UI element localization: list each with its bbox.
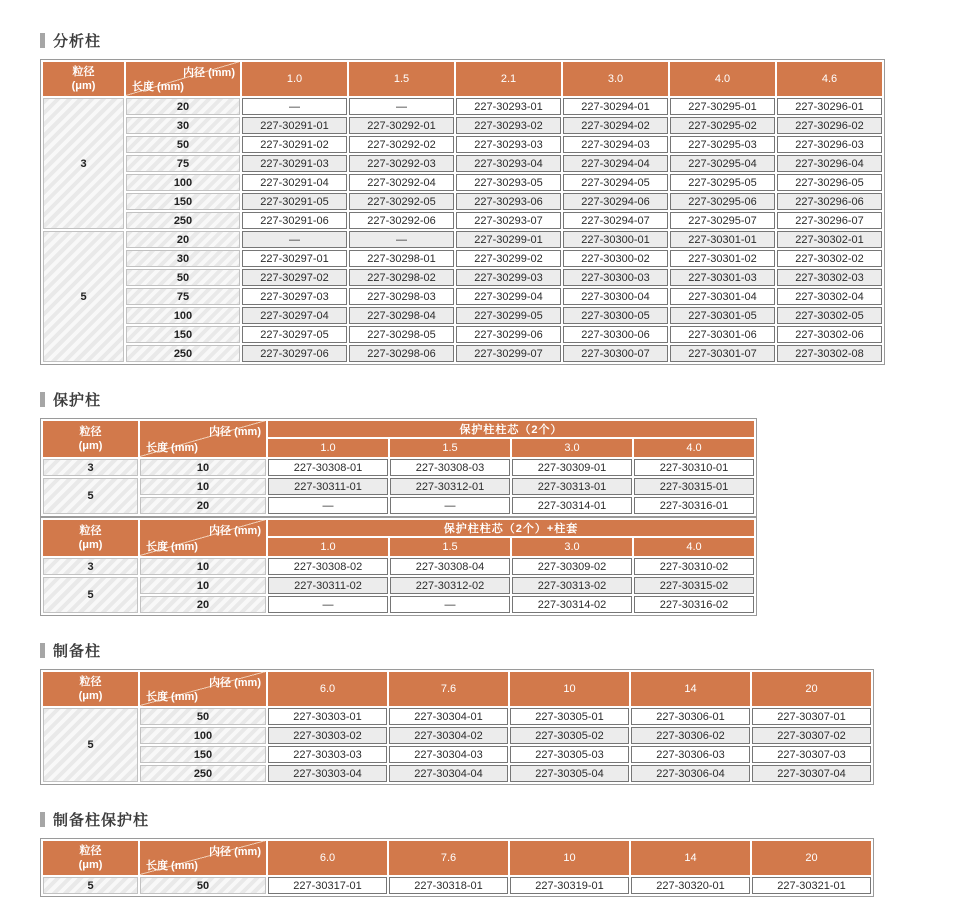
table-row bbox=[43, 497, 754, 514]
part-number-cell: 227-30291-02 bbox=[242, 136, 347, 153]
section-guard-columns bbox=[40, 389, 960, 616]
particle-size-cell: 5 bbox=[43, 478, 138, 514]
table-row bbox=[43, 478, 754, 495]
particle-size-cell: 5 bbox=[43, 877, 138, 894]
part-number-cell: 227-30298-01 bbox=[349, 250, 454, 267]
length-cell: 10 bbox=[140, 478, 266, 495]
section-title-bar-icon bbox=[40, 392, 45, 407]
part-number-cell: 227-30294-03 bbox=[563, 136, 668, 153]
table-header bbox=[43, 62, 882, 96]
particle-size-unit: (μm) bbox=[78, 539, 103, 551]
empty-cell: — bbox=[349, 231, 454, 248]
table-row bbox=[43, 746, 871, 763]
part-number-cell: 227-30310-01 bbox=[634, 459, 754, 476]
part-number-cell: 227-30291-01 bbox=[242, 117, 347, 134]
part-number-cell: 227-30304-01 bbox=[389, 708, 508, 725]
part-number-cell: 227-30299-02 bbox=[456, 250, 561, 267]
part-number-cell: 227-30297-03 bbox=[242, 288, 347, 305]
particle-size-header bbox=[43, 841, 138, 875]
part-number-cell: 227-30315-02 bbox=[634, 577, 754, 594]
part-number-cell: 227-30292-06 bbox=[349, 212, 454, 229]
table-row bbox=[43, 117, 882, 134]
table-row bbox=[43, 193, 882, 210]
part-number-cell: 227-30316-02 bbox=[634, 596, 754, 613]
part-number-cell: 227-30302-03 bbox=[777, 269, 882, 286]
catalog-page bbox=[40, 30, 960, 897]
table-row bbox=[43, 577, 754, 594]
section-analytical-columns bbox=[40, 30, 960, 365]
part-number-cell: 227-30296-02 bbox=[777, 117, 882, 134]
particle-size-cell: 3 bbox=[43, 459, 138, 476]
part-number-cell: 227-30305-02 bbox=[510, 727, 629, 744]
section-title-text: 制备柱 bbox=[53, 642, 102, 660]
part-number-cell: 227-30307-01 bbox=[752, 708, 871, 725]
length-label: 长度 (mm) bbox=[132, 81, 184, 93]
part-number-cell: 227-30292-05 bbox=[349, 193, 454, 210]
diagonal-header-cell bbox=[140, 841, 266, 875]
table-row bbox=[43, 212, 882, 229]
length-cell: 150 bbox=[126, 193, 240, 210]
part-number-cell: 227-30295-01 bbox=[670, 98, 775, 115]
inner-diameter-value-header: 3.0 bbox=[512, 439, 632, 457]
inner-diameter-value-header: 20 bbox=[752, 841, 871, 875]
table-body bbox=[43, 558, 754, 613]
length-cell: 75 bbox=[126, 288, 240, 305]
part-number-cell: 227-30302-08 bbox=[777, 345, 882, 362]
particle-size-label: 粒径 bbox=[79, 524, 102, 537]
particle-size-unit: (μm) bbox=[78, 690, 103, 702]
part-number-cell: 227-30306-02 bbox=[631, 727, 750, 744]
particle-size-header bbox=[43, 672, 138, 706]
length-cell: 50 bbox=[126, 269, 240, 286]
table-row bbox=[43, 288, 882, 305]
section-title-bar-icon bbox=[40, 643, 45, 658]
diagonal-header-cell bbox=[126, 62, 240, 96]
section-preparative-guard-columns bbox=[40, 809, 960, 897]
part-number-cell: 227-30294-02 bbox=[563, 117, 668, 134]
part-number-cell: 227-30293-06 bbox=[456, 193, 561, 210]
particle-size-label: 粒径 bbox=[79, 844, 102, 857]
part-number-cell: 227-30299-07 bbox=[456, 345, 561, 362]
table-row bbox=[43, 345, 882, 362]
parts-table bbox=[40, 838, 874, 897]
part-number-cell: 227-30306-04 bbox=[631, 765, 750, 782]
part-number-cell: 227-30300-03 bbox=[563, 269, 668, 286]
part-number-cell: 227-30314-01 bbox=[512, 497, 632, 514]
part-number-cell: 227-30296-04 bbox=[777, 155, 882, 172]
part-number-cell: 227-30301-07 bbox=[670, 345, 775, 362]
section-title-bar-icon bbox=[40, 812, 45, 827]
inner-diameter-value-header: 1.0 bbox=[242, 62, 347, 96]
header-row bbox=[43, 841, 871, 875]
inner-diameter-label: 内径 (mm) bbox=[183, 67, 235, 79]
length-cell: 250 bbox=[140, 765, 266, 782]
part-number-cell: 227-30301-03 bbox=[670, 269, 775, 286]
part-number-cell: 227-30302-02 bbox=[777, 250, 882, 267]
empty-cell: — bbox=[349, 98, 454, 115]
inner-diameter-value-header: 4.0 bbox=[634, 538, 754, 556]
length-cell: 100 bbox=[140, 727, 266, 744]
part-number-cell: 227-30292-03 bbox=[349, 155, 454, 172]
parts-table bbox=[40, 669, 874, 785]
table-row bbox=[43, 326, 882, 343]
inner-diameter-value-header: 6.0 bbox=[268, 672, 387, 706]
part-number-cell: 227-30296-01 bbox=[777, 98, 882, 115]
part-number-cell: 227-30293-02 bbox=[456, 117, 561, 134]
inner-diameter-label: 内径 (mm) bbox=[209, 426, 261, 438]
part-number-cell: 227-30310-02 bbox=[634, 558, 754, 575]
particle-size-unit: (μm) bbox=[78, 859, 103, 871]
particle-size-cell: 3 bbox=[43, 558, 138, 575]
part-number-cell: 227-30308-04 bbox=[390, 558, 510, 575]
length-cell: 30 bbox=[126, 117, 240, 134]
inner-diameter-value-header: 3.0 bbox=[563, 62, 668, 96]
part-number-cell: 227-30298-05 bbox=[349, 326, 454, 343]
table-header bbox=[43, 421, 754, 457]
empty-cell: — bbox=[390, 596, 510, 613]
part-number-cell: 227-30308-01 bbox=[268, 459, 388, 476]
length-cell: 50 bbox=[140, 877, 266, 894]
section-title bbox=[40, 640, 960, 660]
part-number-cell: 227-30292-02 bbox=[349, 136, 454, 153]
part-number-cell: 227-30299-04 bbox=[456, 288, 561, 305]
part-number-cell: 227-30308-03 bbox=[390, 459, 510, 476]
part-number-cell: 227-30292-04 bbox=[349, 174, 454, 191]
table-body bbox=[43, 98, 882, 362]
particle-size-unit: (μm) bbox=[78, 440, 103, 452]
part-number-cell: 227-30302-05 bbox=[777, 307, 882, 324]
table-body bbox=[43, 459, 754, 514]
part-number-cell: 227-30300-04 bbox=[563, 288, 668, 305]
part-number-cell: 227-30309-02 bbox=[512, 558, 632, 575]
part-number-cell: 227-30295-02 bbox=[670, 117, 775, 134]
table-body bbox=[43, 708, 871, 782]
part-number-cell: 227-30292-01 bbox=[349, 117, 454, 134]
particle-size-header bbox=[43, 421, 138, 457]
part-number-cell: 227-30303-03 bbox=[268, 746, 387, 763]
part-number-cell: 227-30319-01 bbox=[510, 877, 629, 894]
part-number-cell: 227-30321-01 bbox=[752, 877, 871, 894]
empty-cell: — bbox=[268, 596, 388, 613]
length-cell: 20 bbox=[140, 497, 266, 514]
part-number-cell: 227-30312-02 bbox=[390, 577, 510, 594]
length-label: 长度 (mm) bbox=[146, 541, 198, 553]
inner-diameter-label: 内径 (mm) bbox=[209, 525, 261, 537]
part-number-cell: 227-30314-02 bbox=[512, 596, 632, 613]
part-number-cell: 227-30302-01 bbox=[777, 231, 882, 248]
part-number-cell: 227-30295-06 bbox=[670, 193, 775, 210]
particle-size-unit: (μm) bbox=[71, 80, 96, 92]
inner-diameter-value-header: 10 bbox=[510, 672, 629, 706]
part-number-cell: 227-30295-04 bbox=[670, 155, 775, 172]
particle-size-cell: 3 bbox=[43, 98, 124, 229]
length-cell: 150 bbox=[126, 326, 240, 343]
part-number-cell: 227-30296-07 bbox=[777, 212, 882, 229]
section-title bbox=[40, 30, 960, 50]
part-number-cell: 227-30311-01 bbox=[268, 478, 388, 495]
part-number-cell: 227-30295-07 bbox=[670, 212, 775, 229]
part-number-cell: 227-30309-01 bbox=[512, 459, 632, 476]
part-number-cell: 227-30305-04 bbox=[510, 765, 629, 782]
part-number-cell: 227-30295-05 bbox=[670, 174, 775, 191]
part-number-cell: 227-30301-04 bbox=[670, 288, 775, 305]
table-row bbox=[43, 558, 754, 575]
length-label: 长度 (mm) bbox=[146, 860, 198, 872]
inner-diameter-value-header: 4.0 bbox=[634, 439, 754, 457]
part-number-cell: 227-30294-06 bbox=[563, 193, 668, 210]
table-header bbox=[43, 841, 871, 875]
length-cell: 20 bbox=[140, 596, 266, 613]
part-number-cell: 227-30294-04 bbox=[563, 155, 668, 172]
part-number-cell: 227-30291-03 bbox=[242, 155, 347, 172]
part-number-cell: 227-30298-03 bbox=[349, 288, 454, 305]
table-row bbox=[43, 877, 871, 894]
length-cell: 100 bbox=[126, 307, 240, 324]
part-number-cell: 227-30296-05 bbox=[777, 174, 882, 191]
part-number-cell: 227-30318-01 bbox=[389, 877, 508, 894]
particle-size-label: 粒径 bbox=[72, 65, 95, 78]
particle-size-cell: 5 bbox=[43, 231, 124, 362]
part-number-cell: 227-30297-04 bbox=[242, 307, 347, 324]
table-row bbox=[43, 765, 871, 782]
particle-size-header bbox=[43, 520, 138, 556]
table-row bbox=[43, 155, 882, 172]
inner-diameter-label: 内径 (mm) bbox=[209, 846, 261, 858]
part-number-cell: 227-30297-05 bbox=[242, 326, 347, 343]
part-number-cell: 227-30293-05 bbox=[456, 174, 561, 191]
part-number-cell: 227-30301-05 bbox=[670, 307, 775, 324]
table-body bbox=[43, 877, 871, 894]
length-cell: 50 bbox=[140, 708, 266, 725]
header-row bbox=[43, 520, 754, 536]
particle-size-label: 粒径 bbox=[79, 675, 102, 688]
header-row bbox=[43, 421, 754, 437]
empty-cell: — bbox=[390, 497, 510, 514]
part-number-cell: 227-30294-05 bbox=[563, 174, 668, 191]
header-row bbox=[43, 672, 871, 706]
table-row bbox=[43, 708, 871, 725]
particle-size-cell: 5 bbox=[43, 708, 138, 782]
part-number-cell: 227-30303-01 bbox=[268, 708, 387, 725]
part-number-cell: 227-30300-07 bbox=[563, 345, 668, 362]
part-number-cell: 227-30299-05 bbox=[456, 307, 561, 324]
inner-diameter-value-header: 3.0 bbox=[512, 538, 632, 556]
length-cell: 20 bbox=[126, 231, 240, 248]
part-number-cell: 227-30313-01 bbox=[512, 478, 632, 495]
part-number-cell: 227-30297-02 bbox=[242, 269, 347, 286]
part-number-cell: 227-30315-01 bbox=[634, 478, 754, 495]
section-title bbox=[40, 389, 960, 409]
inner-diameter-value-header: 4.6 bbox=[777, 62, 882, 96]
section-title-bar-icon bbox=[40, 33, 45, 48]
part-number-cell: 227-30312-01 bbox=[390, 478, 510, 495]
part-number-cell: 227-30317-01 bbox=[268, 877, 387, 894]
part-number-cell: 227-30293-04 bbox=[456, 155, 561, 172]
part-number-cell: 227-30300-01 bbox=[563, 231, 668, 248]
part-number-cell: 227-30299-03 bbox=[456, 269, 561, 286]
part-number-cell: 227-30298-06 bbox=[349, 345, 454, 362]
table-row bbox=[43, 269, 882, 286]
part-number-cell: 227-30294-01 bbox=[563, 98, 668, 115]
particle-size-label: 粒径 bbox=[79, 425, 102, 438]
part-number-cell: 227-30302-04 bbox=[777, 288, 882, 305]
band-header: 保护柱柱芯（2个）+柱套 bbox=[268, 520, 754, 536]
length-cell: 250 bbox=[126, 212, 240, 229]
part-number-cell: 227-30307-04 bbox=[752, 765, 871, 782]
length-cell: 50 bbox=[126, 136, 240, 153]
particle-size-header bbox=[43, 62, 124, 96]
inner-diameter-value-header: 7.6 bbox=[389, 672, 508, 706]
length-cell: 10 bbox=[140, 459, 266, 476]
part-number-cell: 227-30291-05 bbox=[242, 193, 347, 210]
part-number-cell: 227-30295-03 bbox=[670, 136, 775, 153]
part-number-cell: 227-30304-03 bbox=[389, 746, 508, 763]
part-number-cell: 227-30299-01 bbox=[456, 231, 561, 248]
part-number-cell: 227-30311-02 bbox=[268, 577, 388, 594]
part-number-cell: 227-30307-02 bbox=[752, 727, 871, 744]
inner-diameter-value-header: 7.6 bbox=[389, 841, 508, 875]
length-cell: 250 bbox=[126, 345, 240, 362]
part-number-cell: 227-30296-06 bbox=[777, 193, 882, 210]
inner-diameter-value-header: 1.5 bbox=[390, 439, 510, 457]
parts-table bbox=[40, 59, 885, 365]
section-title bbox=[40, 809, 960, 829]
part-number-cell: 227-30293-01 bbox=[456, 98, 561, 115]
table-row bbox=[43, 136, 882, 153]
table-row bbox=[43, 98, 882, 115]
length-cell: 20 bbox=[126, 98, 240, 115]
empty-cell: — bbox=[242, 98, 347, 115]
table-header bbox=[43, 672, 871, 706]
part-number-cell: 227-30300-06 bbox=[563, 326, 668, 343]
part-number-cell: 227-30306-03 bbox=[631, 746, 750, 763]
inner-diameter-value-header: 4.0 bbox=[670, 62, 775, 96]
part-number-cell: 227-30297-01 bbox=[242, 250, 347, 267]
band-header: 保护柱柱芯（2个） bbox=[268, 421, 754, 437]
table-row bbox=[43, 596, 754, 613]
diagonal-header-cell bbox=[140, 520, 266, 556]
length-cell: 10 bbox=[140, 577, 266, 594]
part-number-cell: 227-30306-01 bbox=[631, 708, 750, 725]
inner-diameter-label: 内径 (mm) bbox=[209, 677, 261, 689]
part-number-cell: 227-30300-02 bbox=[563, 250, 668, 267]
section-title-text: 制备柱保护柱 bbox=[53, 811, 150, 829]
diagonal-header-cell bbox=[140, 672, 266, 706]
header-row bbox=[43, 62, 882, 96]
parts-table bbox=[40, 418, 757, 517]
part-number-cell: 227-30320-01 bbox=[631, 877, 750, 894]
part-number-cell: 227-30294-07 bbox=[563, 212, 668, 229]
table-row bbox=[43, 307, 882, 324]
part-number-cell: 227-30296-03 bbox=[777, 136, 882, 153]
empty-cell: — bbox=[268, 497, 388, 514]
part-number-cell: 227-30316-01 bbox=[634, 497, 754, 514]
part-number-cell: 227-30308-02 bbox=[268, 558, 388, 575]
part-number-cell: 227-30293-07 bbox=[456, 212, 561, 229]
part-number-cell: 227-30307-03 bbox=[752, 746, 871, 763]
inner-diameter-value-header: 20 bbox=[752, 672, 871, 706]
inner-diameter-value-header: 10 bbox=[510, 841, 629, 875]
table-header bbox=[43, 520, 754, 556]
table-row bbox=[43, 459, 754, 476]
length-cell: 100 bbox=[126, 174, 240, 191]
part-number-cell: 227-30300-05 bbox=[563, 307, 668, 324]
part-number-cell: 227-30291-06 bbox=[242, 212, 347, 229]
part-number-cell: 227-30297-06 bbox=[242, 345, 347, 362]
table-row bbox=[43, 174, 882, 191]
part-number-cell: 227-30301-06 bbox=[670, 326, 775, 343]
length-label: 长度 (mm) bbox=[146, 691, 198, 703]
length-cell: 75 bbox=[126, 155, 240, 172]
inner-diameter-value-header: 6.0 bbox=[268, 841, 387, 875]
inner-diameter-value-header: 1.5 bbox=[390, 538, 510, 556]
part-number-cell: 227-30301-02 bbox=[670, 250, 775, 267]
part-number-cell: 227-30303-04 bbox=[268, 765, 387, 782]
part-number-cell: 227-30302-06 bbox=[777, 326, 882, 343]
section-title-text: 分析柱 bbox=[53, 32, 102, 50]
table-row bbox=[43, 727, 871, 744]
part-number-cell: 227-30305-03 bbox=[510, 746, 629, 763]
inner-diameter-value-header: 1.0 bbox=[268, 439, 388, 457]
length-label: 长度 (mm) bbox=[146, 442, 198, 454]
particle-size-cell: 5 bbox=[43, 577, 138, 613]
part-number-cell: 227-30301-01 bbox=[670, 231, 775, 248]
inner-diameter-value-header: 1.0 bbox=[268, 538, 388, 556]
length-cell: 150 bbox=[140, 746, 266, 763]
part-number-cell: 227-30305-01 bbox=[510, 708, 629, 725]
parts-table bbox=[40, 517, 757, 616]
table-row bbox=[43, 231, 882, 248]
part-number-cell: 227-30291-04 bbox=[242, 174, 347, 191]
part-number-cell: 227-30298-04 bbox=[349, 307, 454, 324]
part-number-cell: 227-30293-03 bbox=[456, 136, 561, 153]
part-number-cell: 227-30298-02 bbox=[349, 269, 454, 286]
empty-cell: — bbox=[242, 231, 347, 248]
part-number-cell: 227-30304-02 bbox=[389, 727, 508, 744]
part-number-cell: 227-30299-06 bbox=[456, 326, 561, 343]
table-row bbox=[43, 250, 882, 267]
section-title-text: 保护柱 bbox=[53, 391, 102, 409]
inner-diameter-value-header: 14 bbox=[631, 841, 750, 875]
inner-diameter-value-header: 1.5 bbox=[349, 62, 454, 96]
inner-diameter-value-header: 14 bbox=[631, 672, 750, 706]
part-number-cell: 227-30304-04 bbox=[389, 765, 508, 782]
length-cell: 10 bbox=[140, 558, 266, 575]
part-number-cell: 227-30303-02 bbox=[268, 727, 387, 744]
part-number-cell: 227-30313-02 bbox=[512, 577, 632, 594]
diagonal-header-cell bbox=[140, 421, 266, 457]
section-preparative-columns bbox=[40, 640, 960, 785]
inner-diameter-value-header: 2.1 bbox=[456, 62, 561, 96]
length-cell: 30 bbox=[126, 250, 240, 267]
